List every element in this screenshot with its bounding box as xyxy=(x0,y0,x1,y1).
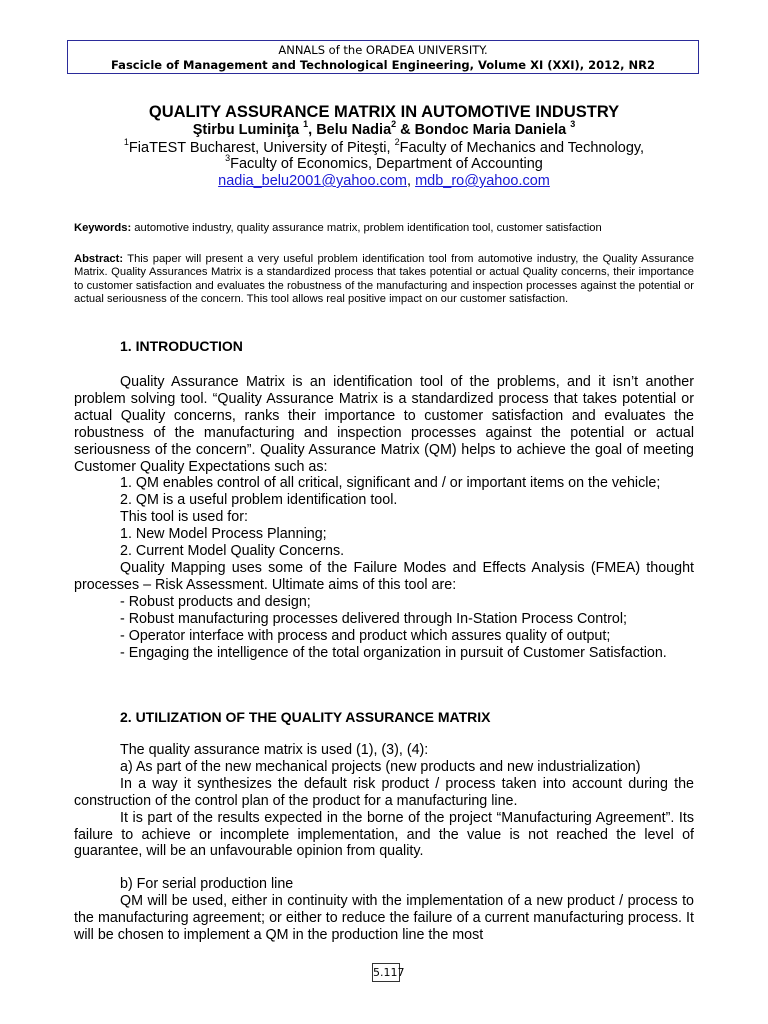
journal-name: ANNALS of the ORADEA UNIVERSITY. xyxy=(278,43,488,57)
journal-fascicle: Fascicle of Management and Technological Engineering, Volume XI (XXI), 2012, NR2 xyxy=(111,58,655,72)
section-2-body-a xyxy=(74,742,694,860)
paragraph: The quality assurance matrix is used (1), (3), (4): xyxy=(120,742,429,758)
paragraph: QM will be used, either in continuity with the implementation of a new product / process to the manufacturing agreement; or either to reduce the failure of a current manufacturing process. It will be chosen to implement a QM in the production line the most xyxy=(74,892,694,943)
keywords-label: Keywords: xyxy=(74,222,132,234)
paragraph: Quality Mapping uses some of the Failure Modes and Effects Analysis (FMEA) thought processes – Risk Assessment. Ultimate aims of this tool are: xyxy=(74,559,694,593)
email-separator: , xyxy=(407,173,416,189)
affiliation-line-1 xyxy=(0,137,768,156)
aff-1-sup: 1 xyxy=(123,137,129,148)
list-item: - Robust manufacturing processes delivered through In-Station Process Control; xyxy=(120,610,628,627)
author-1: Ştirbu Luminiţa xyxy=(192,122,304,138)
authors xyxy=(0,119,768,138)
keywords-text: automotive industry, quality assurance matrix, problem identification tool, customer satisfaction xyxy=(131,222,602,234)
email-link-2[interactable]: mdb_ro@yahoo.com xyxy=(415,173,550,189)
paragraph: a) As part of the new mechanical projects (new products and new industrialization) xyxy=(120,758,641,775)
paragraph: This tool is used for: xyxy=(120,509,248,526)
author-2-sup: 2 xyxy=(391,119,397,130)
paragraph: 2. QM is a useful problem identification tool. xyxy=(120,492,398,509)
affiliation-line-2 xyxy=(0,153,768,172)
abstract-text: This paper will present a very useful problem identification tool from automotive industry, the Quality Assurance Matrix. Quality Assurances Matrix is a standardized process that takes potential or actual Quality concerns, their importance to customer satisfaction and evaluates the robustness of the manufacturing and inspection processes against the potential or actual seriousness of the concern. This tool allows real positive impact on our customer satisfaction. xyxy=(74,253,694,306)
list-item: - Robust products and design; xyxy=(120,593,311,610)
author-2: , Belu Nadia xyxy=(308,122,392,138)
paper-title: QUALITY ASSURANCE MATRIX IN AUTOMOTIVE INDUSTRY xyxy=(148,103,620,121)
paragraph: It is part of the results expected in the borne of the project “Manufacturing Agreement”. Its failure to achieve or incomplete implementation, and the value is not reached the level of guarantee, will be an unfavourable opinion from quality. xyxy=(74,809,694,860)
author-1-sup: 1 xyxy=(303,119,309,130)
section-2-body-b xyxy=(74,876,694,944)
paragraph: b) For serial production line xyxy=(120,876,294,892)
aff-1-text: FiaTEST Bucharest, University of Piteşti, xyxy=(128,140,395,156)
paragraph: 1. New Model Process Planning; xyxy=(120,526,327,543)
aff-2-sup: 2 xyxy=(394,137,400,148)
abstract xyxy=(74,253,694,307)
paragraph: 1. QM enables control of all critical, significant and / or important items on the vehicle; xyxy=(120,475,661,492)
author-3-sup: 3 xyxy=(570,119,576,130)
section-1-body xyxy=(74,374,694,661)
aff-3-sup: 3 xyxy=(225,153,231,164)
list-item: - Engaging the intelligence of the total organization in pursuit of Customer Satisfaction. xyxy=(120,644,667,661)
abstract-label: Abstract: xyxy=(74,253,124,265)
journal-header xyxy=(67,40,699,74)
section-1-heading: 1. INTRODUCTION xyxy=(120,338,243,354)
section-2-heading: 2. UTILIZATION OF THE QUALITY ASSURANCE MATRIX xyxy=(120,709,491,725)
email-link-1[interactable]: nadia_belu2001@yahoo.com xyxy=(218,173,407,189)
keywords xyxy=(74,222,694,235)
paragraph: In a way it synthesizes the default risk product / process taken into account during the construction of the control plan of the product for a manufacturing line. xyxy=(74,775,694,809)
author-emails xyxy=(0,173,768,189)
list-item: - Operator interface with process and product which assures quality of output; xyxy=(120,627,611,644)
aff-2-text: Faculty of Mechanics and Technology, xyxy=(399,140,645,156)
paragraph: 2. Current Model Quality Concerns. xyxy=(120,543,345,560)
aff-3-text: Faculty of Economics, Department of Accounting xyxy=(230,156,543,172)
paragraph: Quality Assurance Matrix is an identification tool of the problems, and it isn’t another problem solving tool. “Quality Assurance Matrix is a standardized process that takes potential or actual Quality concerns, ranks their importance to customer satisfaction and evaluates the robustness of the manufacturing and inspection processes against the potential or actual seriousness of the concern”. Quality Assurance Matrix (QM) helps to achieve the goal of meeting Customer Quality Expectations such as: xyxy=(74,374,694,475)
author-3: & Bondoc Maria Daniela xyxy=(396,122,571,138)
page-number: 5.117 xyxy=(372,963,400,982)
